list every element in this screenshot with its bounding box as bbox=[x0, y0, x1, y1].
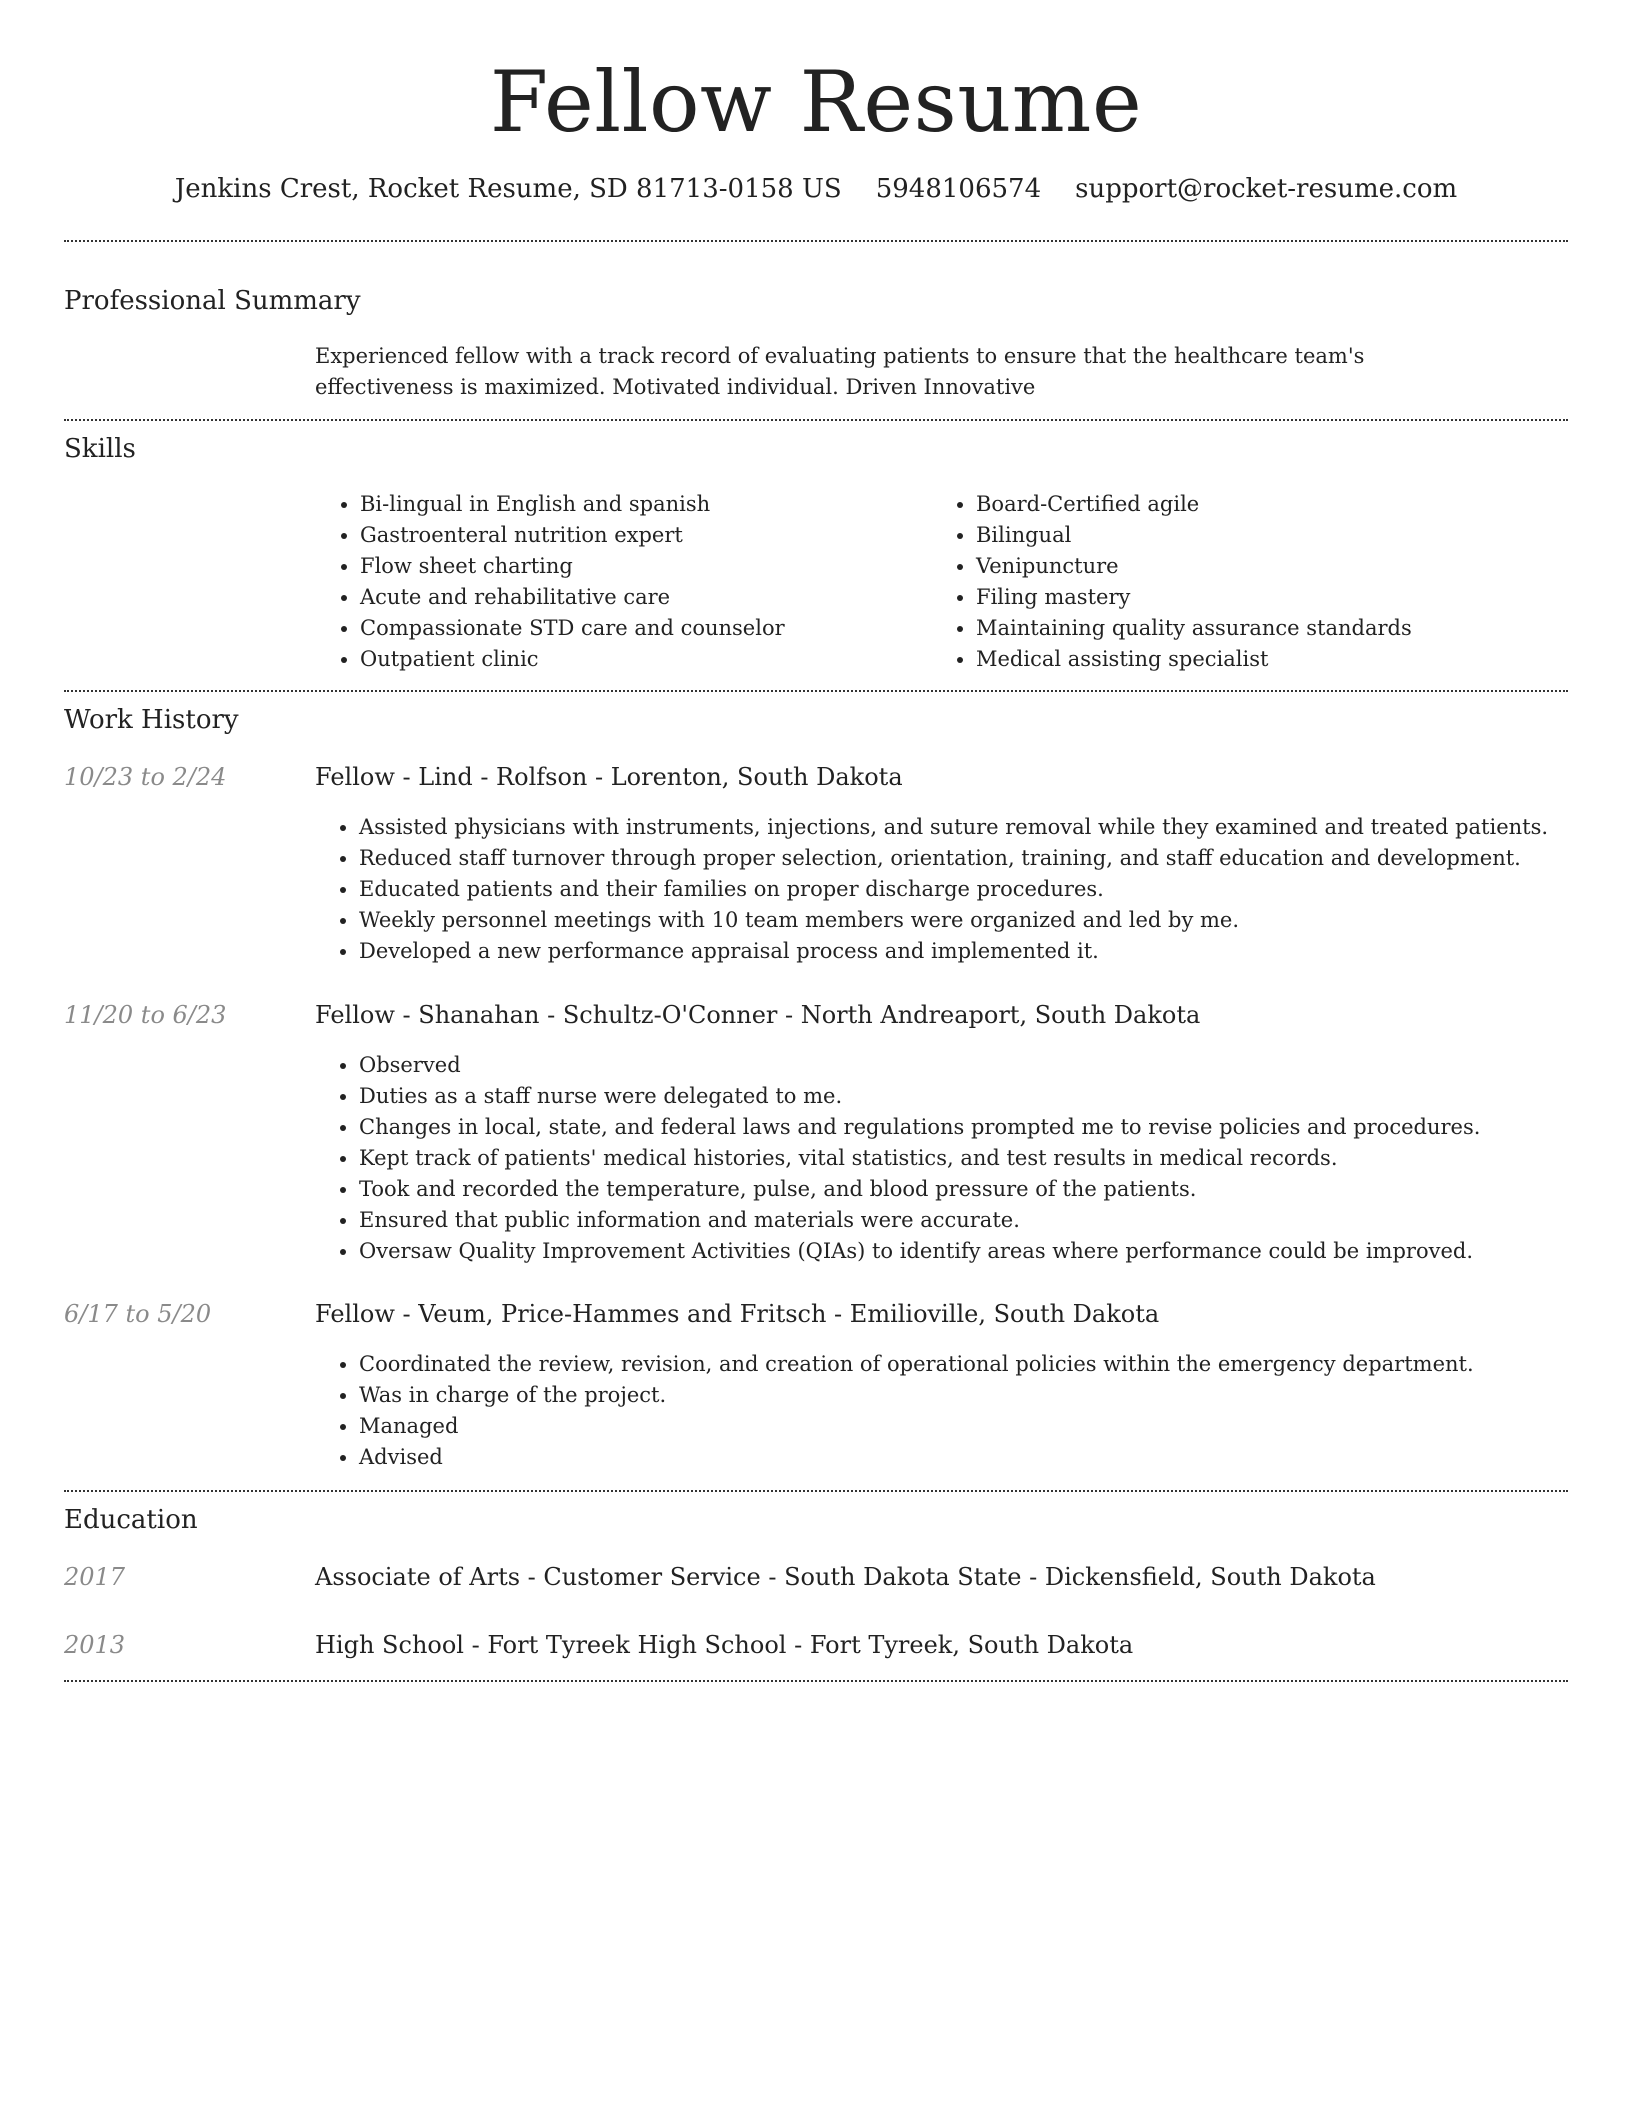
section-title-education: Education bbox=[64, 1505, 198, 1535]
resume-name: Fellow Resume bbox=[489, 53, 1143, 151]
contact-line bbox=[0, 172, 1632, 206]
skill-item: • Maintaining quality assurance standards bbox=[976, 613, 1412, 644]
job-dates: 11/20 to 6/23 bbox=[64, 1001, 227, 1029]
job-bullet: • Weekly personnel meetings with 10 team members were organized and led by me. bbox=[359, 905, 1548, 936]
job-bullet: • Reduced staff turnover through proper selection, orientation, training, and staff education and development. bbox=[359, 843, 1548, 874]
job-bullet: • Managed bbox=[359, 1411, 1474, 1442]
job-dates: 10/23 to 2/24 bbox=[64, 763, 227, 791]
summary-text: Experienced fellow with a track record of evaluating patients to ensure that the healthcare team's effectiveness is maximized. Motivated individual. Driven Innovative bbox=[315, 344, 1365, 399]
job-bullet: • Was in charge of the project. bbox=[359, 1380, 1474, 1411]
education-year: 2017 bbox=[64, 1563, 126, 1591]
job-bullets bbox=[315, 1349, 1474, 1473]
section-title-work: Work History bbox=[64, 705, 239, 735]
job-bullet: • Observed bbox=[359, 1050, 1480, 1081]
contact-phone: 5948106574 bbox=[875, 174, 1042, 204]
divider bbox=[64, 690, 1568, 692]
divider bbox=[64, 1490, 1568, 1492]
job-bullet: • Coordinated the review, revision, and creation of operational policies within the emergency department. bbox=[359, 1349, 1474, 1380]
job-dates: 6/17 to 5/20 bbox=[64, 1300, 212, 1328]
skills-list-left bbox=[315, 489, 785, 675]
job-bullet: • Changes in local, state, and federal laws and regulations prompted me to revise policies and procedures. bbox=[359, 1112, 1480, 1143]
job-bullet: • Educated patients and their families on proper discharge procedures. bbox=[359, 874, 1548, 905]
skill-item: • Medical assisting specialist bbox=[976, 644, 1412, 675]
skill-item: • Bi-lingual in English and spanish bbox=[360, 489, 785, 520]
skill-item: • Acute and rehabilitative care bbox=[360, 582, 785, 613]
divider bbox=[64, 240, 1568, 242]
job-bullet: • Ensured that public information and materials were accurate. bbox=[359, 1205, 1480, 1236]
skill-item: • Filing mastery bbox=[976, 582, 1412, 613]
job-title: Fellow - Veum, Price-Hammes and Fritsch - Emilioville, South Dakota bbox=[315, 1300, 1160, 1328]
skill-item: • Board-Certified agile bbox=[976, 489, 1412, 520]
education-year: 2013 bbox=[64, 1631, 126, 1659]
job-bullets bbox=[315, 1050, 1480, 1267]
contact-address: Jenkins Crest, Rocket Resume, SD 81713-0158 US bbox=[174, 174, 842, 204]
skill-item: • Venipuncture bbox=[976, 551, 1412, 582]
divider bbox=[64, 419, 1568, 421]
skill-item: • Gastroenteral nutrition expert bbox=[360, 520, 785, 551]
job-bullets bbox=[315, 812, 1548, 967]
job-bullet: • Assisted physicians with instruments, injections, and suture removal while they examined and treated patients. bbox=[359, 812, 1548, 843]
job-bullet: • Took and recorded the temperature, pulse, and blood pressure of the patients. bbox=[359, 1174, 1480, 1205]
job-title: Fellow - Shanahan - Schultz-O'Conner - North Andreaport, South Dakota bbox=[315, 1001, 1201, 1029]
job-title: Fellow - Lind - Rolfson - Lorenton, South Dakota bbox=[315, 763, 903, 791]
job-bullet: • Developed a new performance appraisal process and implemented it. bbox=[359, 936, 1548, 967]
education-entry: High School - Fort Tyreek High School - Fort Tyreek, South Dakota bbox=[315, 1631, 1134, 1659]
job-bullet: • Kept track of patients' medical histories, vital statistics, and test results in medical records. bbox=[359, 1143, 1480, 1174]
skill-item: • Flow sheet charting bbox=[360, 551, 785, 582]
job-bullet: • Advised bbox=[359, 1442, 1474, 1473]
divider bbox=[64, 1680, 1568, 1682]
skill-item: • Outpatient clinic bbox=[360, 644, 785, 675]
education-entry: Associate of Arts - Customer Service - South Dakota State - Dickensfield, South Dakota bbox=[315, 1563, 1376, 1591]
contact-email: support@rocket-resume.com bbox=[1075, 174, 1458, 204]
job-bullet: • Oversaw Quality Improvement Activities (QIAs) to identify areas where performance could be improved. bbox=[359, 1236, 1480, 1267]
job-bullet: • Duties as a staff nurse were delegated to me. bbox=[359, 1081, 1480, 1112]
skill-item: • Bilingual bbox=[976, 520, 1412, 551]
skills-list-right bbox=[931, 489, 1412, 675]
section-title-skills: Skills bbox=[64, 434, 136, 464]
skill-item: • Compassionate STD care and counselor bbox=[360, 613, 785, 644]
section-title-summary: Professional Summary bbox=[64, 286, 361, 316]
